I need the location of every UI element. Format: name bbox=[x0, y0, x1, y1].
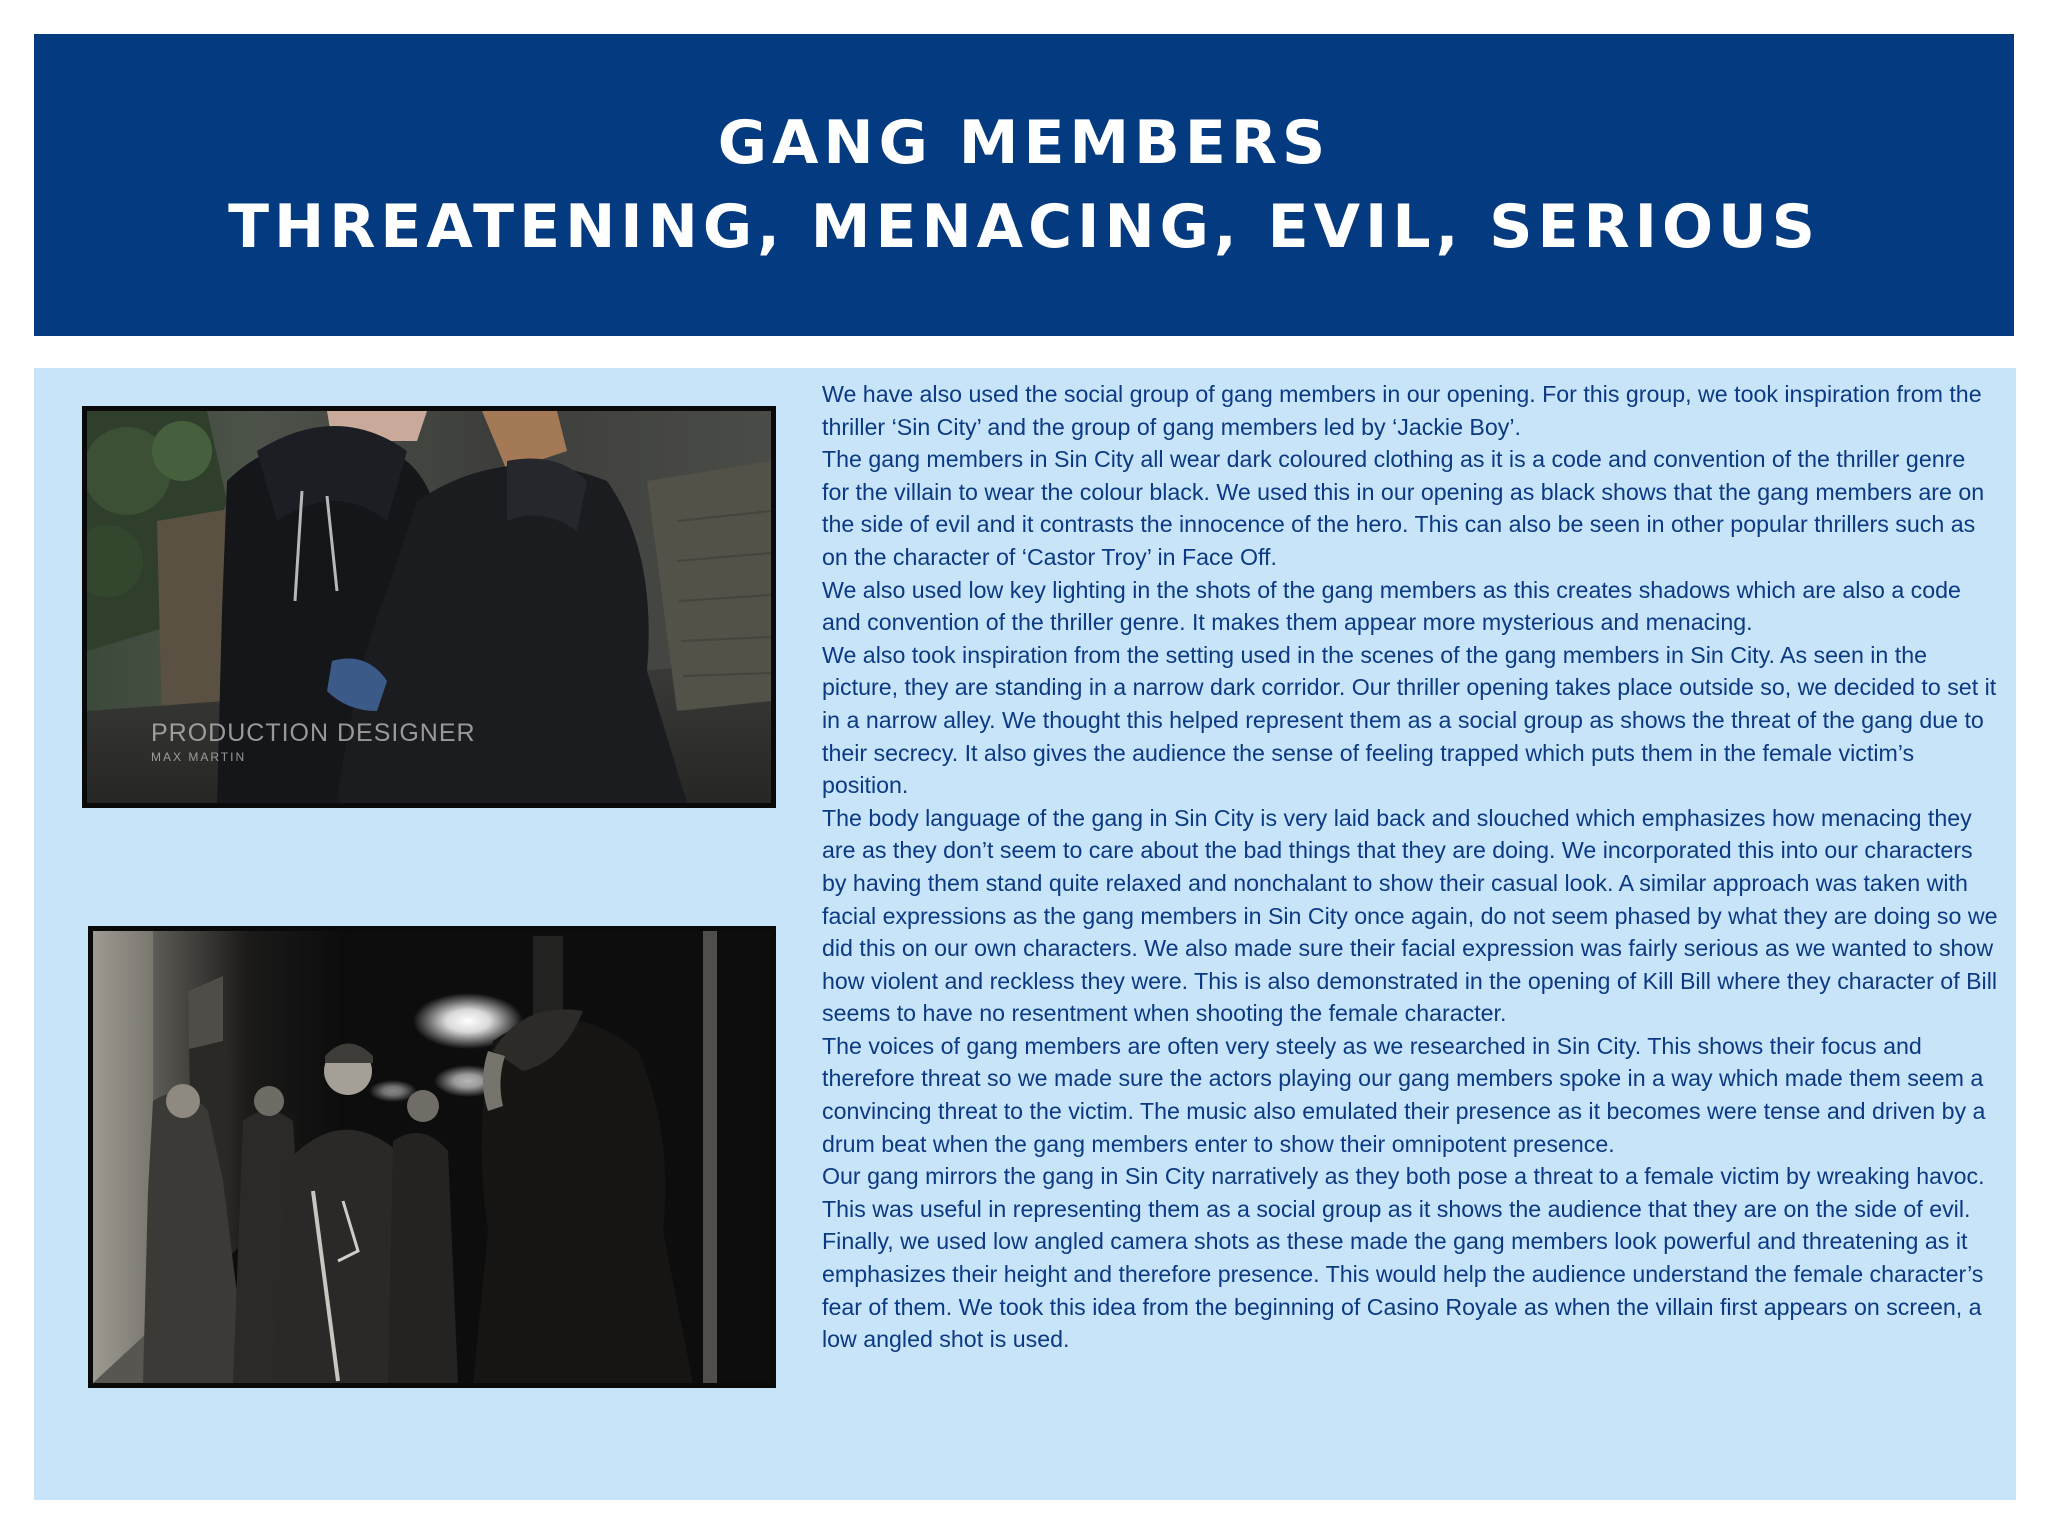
corridor-still-image bbox=[88, 926, 776, 1388]
paragraph-3: We also used low key lighting in the shots of the gang members as this creates shadows which are also a code and convention of the thriller genre. It makes them appear more mysterious and menacing. bbox=[822, 576, 1961, 636]
paragraph-7: Our gang mirrors the gang in Sin City narratively as they both pose a threat to a female victim by wreaking havoc. This was useful in representing them as a social group as it shows the audience that they are on the side of evil. bbox=[822, 1163, 1985, 1222]
article-body bbox=[822, 378, 1998, 1356]
paragraph-1: We have also used the social group of gang members in our opening. For this group, we took inspiration from the thriller ‘Sin City’ and the group of gang members led by ‘Jackie Boy’. bbox=[822, 381, 1982, 440]
paragraph-5: The body language of the gang in Sin City is very laid back and slouched which emphasizes how menacing they are as they don’t seem to care about the bad things that they are doing. We incorporated this into our characters by having them stand quite relaxed and nonchalant to show their casual look. A similar approach was taken with facial expressions as the gang members in Sin City once again, do not seem phased by what they are doing so we did this on our own characters. We also made sure their facial expression was fairly serious as we wanted to show how violent and reckless they were. This is also demonstrated in the opening of Kill Bill where they character of Bill seems to have no resentment when shooting the female character. bbox=[822, 804, 1998, 1027]
paragraph-2: The gang members in Sin City all wear dark coloured clothing as it is a code and convention of the thriller genre for the villain to wear the colour black. We used this in our opening as black shows that the gang members are on the side of evil and it contrasts the innocence of the hero. This can also be seen in other popular thrillers such as on the character of ‘Castor Troy’ in Face Off. bbox=[822, 446, 1985, 570]
paragraph-4: We also took inspiration from the setting used in the scenes of the gang members in Sin City. As seen in the picture, they are standing in a narrow dark corridor. Our thriller opening takes place outside so, we decided to set it in a narrow alley. We thought this helped represent them as a social group as shows the threat of the gang due to their secrecy. It also gives the audience the sense of feeling trapped which puts them in the female victim’s position. bbox=[822, 641, 1997, 799]
slide-subtitle: THREATENING, MENACING, EVIL, SERIOUS bbox=[228, 192, 1820, 262]
alley-credit-text: PRODUCTION DESIGNER bbox=[151, 719, 476, 747]
slide-title: GANG MEMBERS bbox=[717, 108, 1331, 178]
paragraph-8: Finally, we used low angled camera shots as these made the gang members look powerful and threatening as it emphasizes their height and therefore presence. This would help the audience understand the female character’s fear of them. We took this idea from the beginning of Casino Royale as when the villain first appears on screen, a low angled shot is used. bbox=[822, 1228, 1984, 1353]
alley-still-image bbox=[82, 406, 776, 808]
alley-credit-subtext: MAX MARTIN bbox=[151, 750, 247, 764]
content-panel bbox=[34, 368, 2016, 1500]
title-banner bbox=[34, 34, 2014, 336]
paragraph-6: The voices of gang members are often very steely as we researched in Sin City. This shows their focus and therefore threat so we made sure the actors playing our gang members spoke in a way which made them seem a convincing threat to the victim. The music also emulated their presence as it becomes were tense and driven by a drum beat when the gang members enter to show their omnipotent presence. bbox=[822, 1032, 1986, 1157]
corridor-scene-illustration bbox=[93, 931, 771, 1383]
alley-scene-illustration bbox=[87, 411, 771, 803]
